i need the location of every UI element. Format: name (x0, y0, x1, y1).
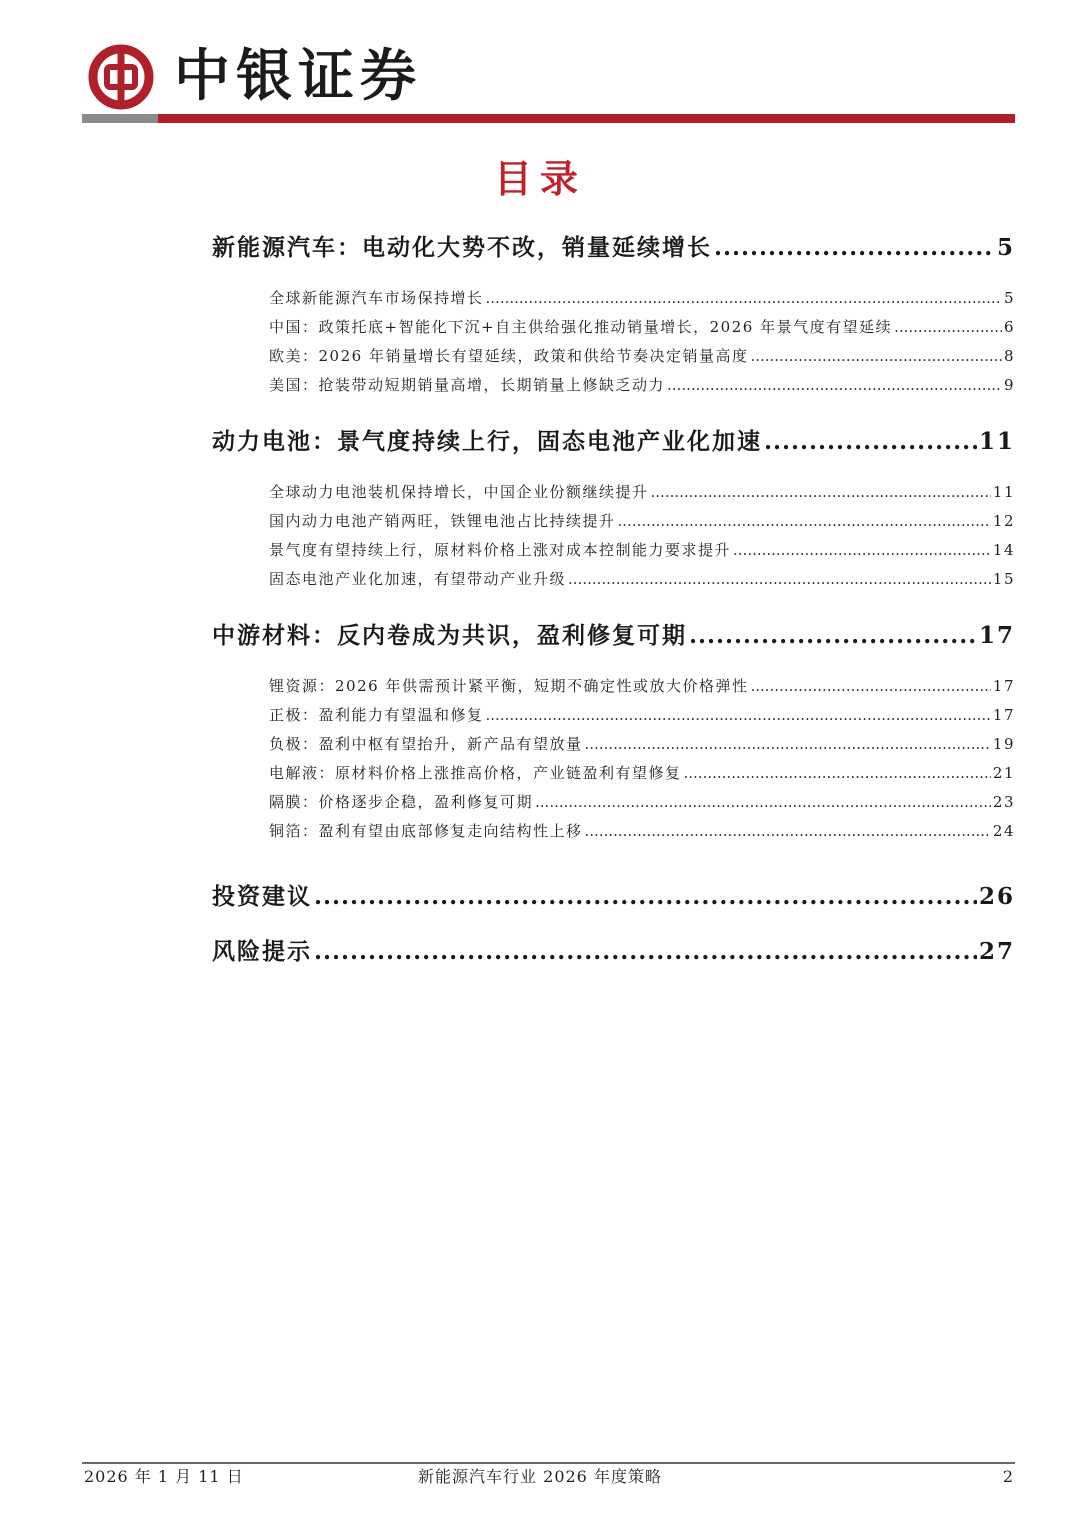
toc-entry-title: 景气度有望持续上行，原材料价格上涨对成本控制能力要求提升 (269, 541, 732, 559)
footer-date: 2026 年 1 月 11 日 (84, 1467, 244, 1486)
leader-dots (750, 342, 1002, 371)
toc-section-title: 动力电池：景气度持续上行，固态电池产业化加速 (212, 428, 762, 455)
toc-page-number: 11 (978, 428, 1015, 455)
toc-section[interactable] (212, 926, 1015, 978)
leader-dots (689, 610, 977, 662)
toc-page-number: 27 (978, 938, 1015, 965)
brand-name: 中银证券 (174, 44, 422, 109)
toc-page-number: 11 (992, 483, 1015, 501)
toc-entry[interactable] (269, 565, 1015, 594)
toc-entry[interactable] (269, 478, 1015, 507)
leader-dots (535, 788, 991, 817)
header-rule (82, 114, 1015, 123)
leader-dots (651, 478, 991, 507)
toc-page-number: 8 (1003, 347, 1015, 365)
toc-entry-title: 欧美：2026 年销量增长有望延续，政策和供给节奏决定销量高度 (269, 347, 749, 365)
toc-entry[interactable] (269, 536, 1015, 565)
toc-page-number: 12 (992, 512, 1015, 530)
toc-section-title: 新能源汽车：电动化大势不改，销量延续增长 (212, 234, 712, 261)
leader-dots (618, 507, 991, 536)
toc-entry[interactable] (269, 313, 1015, 342)
toc-entry-title: 锂资源：2026 年供需预计紧平衡，短期不确定性或放大价格弹性 (269, 677, 749, 695)
toc-page-number: 19 (992, 735, 1015, 753)
leader-dots (764, 416, 977, 468)
leader-dots (314, 926, 977, 978)
toc-page-number: 15 (992, 570, 1015, 588)
bank-of-china-logo-icon (88, 44, 154, 110)
toc-entry[interactable] (269, 730, 1015, 759)
toc-page-number: 23 (992, 793, 1015, 811)
table-of-contents (212, 222, 1015, 978)
leader-dots (314, 871, 977, 923)
toc-entry[interactable] (269, 371, 1015, 400)
toc-section-title: 投资建议 (212, 883, 312, 910)
toc-entry[interactable] (269, 701, 1015, 730)
toc-entry[interactable] (269, 788, 1015, 817)
leader-dots (585, 730, 991, 759)
toc-page-number: 5 (1003, 289, 1015, 307)
leader-dots (894, 313, 1002, 342)
toc-section[interactable] (212, 871, 1015, 923)
footer-report-name: 新能源汽车行业 2026 年度策略 (418, 1467, 662, 1486)
toc-title: 目录 (493, 157, 586, 201)
toc-entry-title: 美国：抢装带动短期销量高增，长期销量上修缺乏动力 (269, 376, 666, 394)
footer-page-number: 2 (1002, 1467, 1014, 1486)
toc-entry-title: 隔膜：价格逐步企稳，盈利修复可期 (269, 793, 534, 811)
toc-page-number: 5 (996, 234, 1015, 261)
leader-dots (714, 222, 995, 274)
leader-dots (486, 701, 991, 730)
toc-section-title: 风险提示 (212, 938, 312, 965)
toc-entry[interactable] (269, 817, 1015, 846)
toc-page-number: 9 (1003, 376, 1015, 394)
toc-entry-title: 负极：盈利中枢有望抬升，新产品有望放量 (269, 735, 583, 753)
toc-entry[interactable] (269, 342, 1015, 371)
toc-entry-title: 中国：政策托底+智能化下沉+自主供给强化推动销量增长，2026 年景气度有望延续 (269, 318, 893, 336)
toc-entry-title: 国内动力电池产销两旺，铁锂电池占比持续提升 (269, 512, 616, 530)
toc-entry[interactable] (269, 284, 1015, 313)
toc-page-number: 24 (992, 822, 1015, 840)
toc-section-title: 中游材料：反内卷成为共识，盈利修复可期 (212, 622, 687, 649)
toc-page-number: 17 (978, 622, 1015, 649)
toc-entry-title: 全球新能源汽车市场保持增长 (269, 289, 484, 307)
toc-page-number: 6 (1003, 318, 1015, 336)
page-header (82, 38, 1015, 126)
toc-entry-title: 电解液：原材料价格上涨推高价格，产业链盈利有望修复 (269, 764, 682, 782)
toc-page-number: 17 (992, 706, 1015, 724)
toc-page-number: 17 (992, 677, 1015, 695)
toc-entry[interactable] (269, 672, 1015, 701)
toc-page-number: 26 (978, 883, 1015, 910)
toc-entry[interactable] (269, 759, 1015, 788)
leader-dots (684, 759, 991, 788)
toc-entry-title: 正极：盈利能力有望温和修复 (269, 706, 484, 724)
toc-entry-title: 固态电池产业化加速，有望带动产业升级 (269, 570, 567, 588)
toc-entry-title: 全球动力电池装机保持增长，中国企业份额继续提升 (269, 483, 649, 501)
toc-entry-title: 铜箔：盈利有望由底部修复走向结构性上移 (269, 822, 583, 840)
leader-dots (750, 672, 990, 701)
leader-dots (667, 371, 1002, 400)
footer-rule (82, 1462, 1015, 1464)
toc-section[interactable] (212, 416, 1015, 468)
toc-section[interactable] (212, 610, 1015, 662)
leader-dots (568, 565, 991, 594)
leader-dots (585, 817, 991, 846)
toc-page-number: 14 (992, 541, 1015, 559)
toc-page-number: 21 (992, 764, 1015, 782)
header-rule-accent (82, 114, 158, 123)
toc-entry[interactable] (269, 507, 1015, 536)
leader-dots (733, 536, 991, 565)
toc-section[interactable] (212, 222, 1015, 274)
leader-dots (486, 284, 1002, 313)
